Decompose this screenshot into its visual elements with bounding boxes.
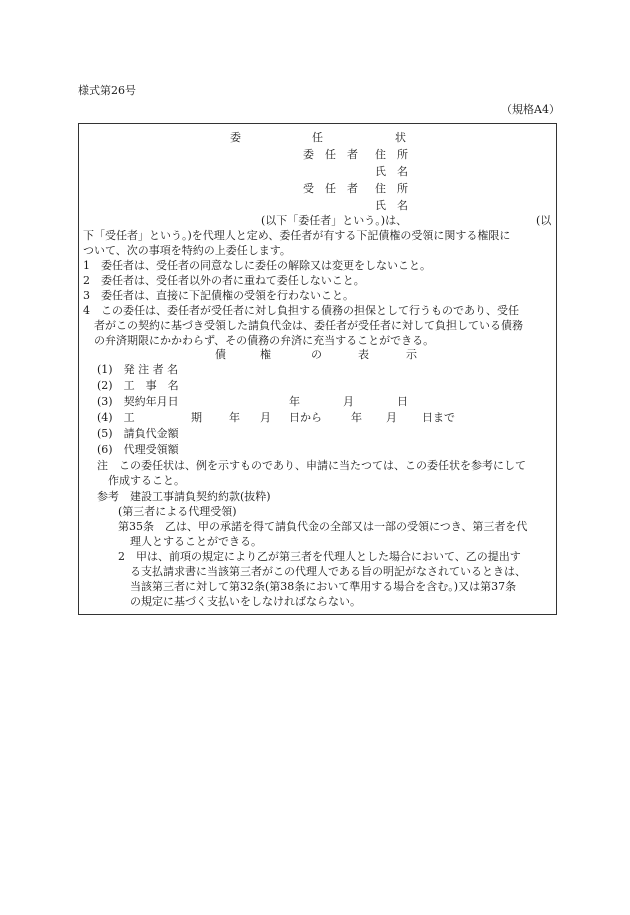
article-35-line-1: 第35条 乙は、甲の承諾を得て請負代金の全部又は一部の受領につき、第三者を代 xyxy=(118,520,528,533)
item-period-to: 日まで xyxy=(422,411,455,424)
item-contract-day: 日 xyxy=(397,395,408,408)
term-1: 1 委任者は、受任者の同意なしに委任の解除又は変更をしないこと。 xyxy=(83,259,431,272)
principal-name-label: 氏 名 xyxy=(375,165,408,178)
agent-role-label: 受 任 者 xyxy=(303,182,358,195)
note-line-1: 注 この委任状は、例を示すものであり、申請に当たつては、この委任状を参考にして xyxy=(97,459,526,472)
item-period-year-2: 年 xyxy=(351,411,362,424)
agent-name-label: 氏 名 xyxy=(375,199,408,212)
item-client: (1) 発 注 者 名 xyxy=(97,363,179,376)
item-period-year-1: 年 xyxy=(229,411,240,424)
title-char-1: 委 xyxy=(230,131,241,144)
term-4-line-3: の弁済期限にかかわらず、その債務の弁済に充当することができる。 xyxy=(94,334,435,347)
term-4-line-2: 者がこの契約に基づき受領した請負代金は、委任者が受任者に対して負担している債務 xyxy=(94,319,523,332)
article-35-para2-line-4: の規定に基づく支払いをしなければならない。 xyxy=(130,595,361,608)
claim-heading-3: の xyxy=(311,348,322,361)
item-period-month-2: 月 xyxy=(386,411,397,424)
claim-heading-4: 表 xyxy=(358,348,369,361)
article-35-line-2: 理人とすることができる。 xyxy=(130,535,262,548)
title-char-3: 状 xyxy=(395,131,406,144)
agent-address-label: 住 所 xyxy=(375,182,408,195)
intro-line-3: ついて、次の事項を特約の上委任します。 xyxy=(83,244,291,257)
reference-subheading: (第三者による代理受領) xyxy=(118,505,237,518)
term-3: 3 委任者は、直接に下記債権の受領を行わないこと。 xyxy=(83,289,354,302)
claim-heading-5: 示 xyxy=(406,348,417,361)
article-35-para2-line-2: る支払請求書に当該第三者がこの代理人である旨の明記がなされているときは、 xyxy=(130,565,526,578)
item-contract-amount: (5) 請負代金額 xyxy=(97,427,179,440)
item-contract-year: 年 xyxy=(289,395,300,408)
form-number: 様式第26号 xyxy=(78,84,136,97)
article-35-para2-line-1: 2 甲は、前項の規定により乙が第三者を代理人とした場合において、乙の提出す xyxy=(118,550,521,563)
principal-role-label: 委 任 者 xyxy=(303,148,358,161)
item-contract-month: 月 xyxy=(343,395,354,408)
item-period-label: (4) 工 xyxy=(97,411,135,424)
intro-part-2: (以 xyxy=(536,214,552,227)
claim-heading-2: 権 xyxy=(260,348,271,361)
item-period-month-1: 月 xyxy=(260,411,271,424)
size-note: （規格A4） xyxy=(501,103,560,116)
principal-address-label: 住 所 xyxy=(375,148,408,161)
intro-line-2: 下「受任者」という。)を代理人と定め、委任者が有する下記債権の受領に関する権限に xyxy=(83,229,511,242)
term-2: 2 委任者は、受任者以外の者に重ねて委任しないこと。 xyxy=(83,274,365,287)
item-contract-date: (3) 契約年月日 xyxy=(97,395,179,408)
item-period-from: 日から xyxy=(289,411,322,424)
claim-heading-1: 債 xyxy=(215,348,226,361)
item-agent-amount: (6) 代理受領額 xyxy=(97,443,179,456)
item-period-label-2: 期 xyxy=(191,411,202,424)
reference-heading: 参考 建設工事請負契約約款(抜粋) xyxy=(97,490,271,503)
note-line-2: 作成すること。 xyxy=(108,474,185,487)
item-project: (2) 工 事 名 xyxy=(97,379,179,392)
term-4-line-1: 4 この委任は、委任者が受任者に対し負担する債務の担保として行うものであり、受任 xyxy=(83,304,519,317)
title-char-2: 任 xyxy=(312,131,323,144)
intro-part-1: (以下「委任者」という。)は、 xyxy=(261,214,408,227)
article-35-para2-line-3: 当該第三者に対して第32条(第38条において準用する場合を含む。)又は第37条 xyxy=(130,580,517,593)
